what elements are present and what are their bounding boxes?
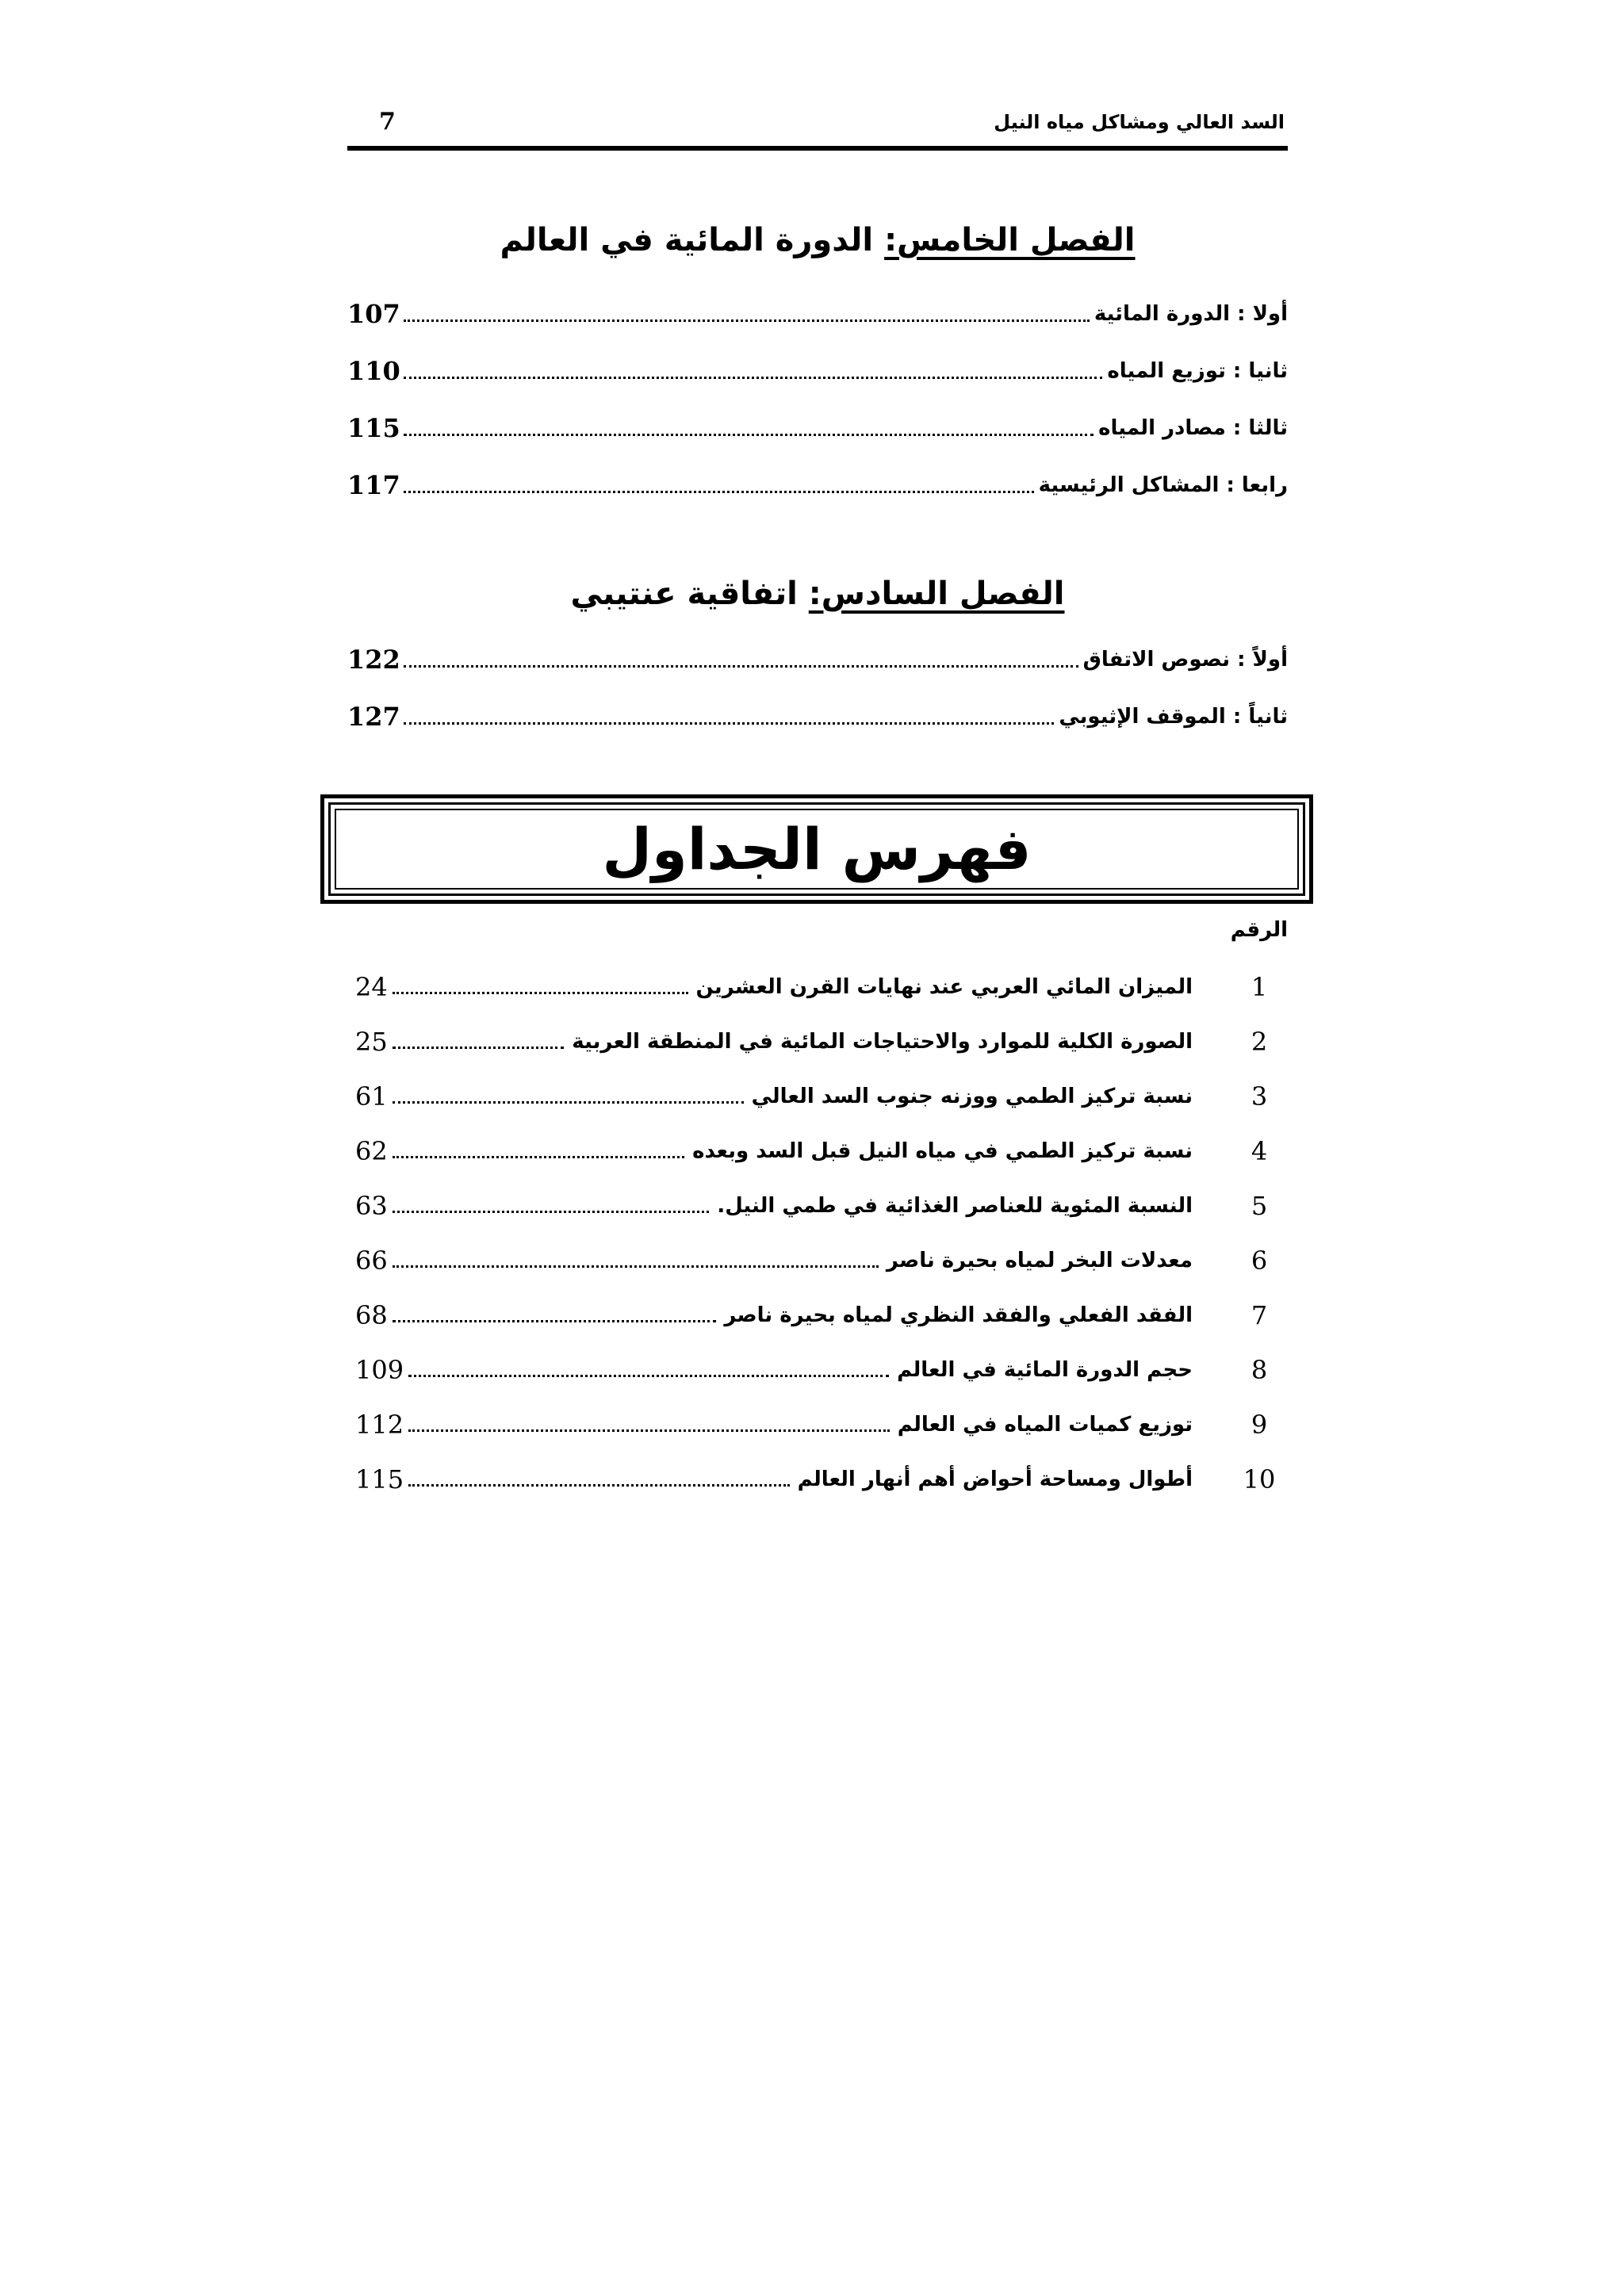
chapter-6-toc — [347, 631, 1288, 745]
dot-leader — [408, 1429, 890, 1432]
table-entry-title: نسبة تركيز الطمي في مياه النيل قبل السد وبعده — [692, 1138, 1193, 1163]
toc-entry[interactable] — [347, 342, 1288, 400]
dot-leader — [408, 1484, 790, 1487]
dot-leader — [404, 491, 1034, 493]
table-entry-number: 2 — [1251, 1026, 1268, 1057]
table-entry-page: 24 — [355, 971, 388, 1002]
chapter-6-label: الفصل السادس: — [808, 576, 1065, 612]
table-entry-title: الصورة الكلية للموارد والاحتياجات المائية في المنطقة العربية — [572, 1029, 1193, 1054]
table-entry[interactable] — [347, 1342, 1288, 1397]
table-entry-page: 66 — [355, 1245, 388, 1276]
table-entry-title: أطوال ومساحة أحواض أهم أنهار العالم — [797, 1467, 1193, 1491]
toc-entry-label: ثالثا : مصادر المياه — [1098, 416, 1288, 440]
table-entry-title: النسبة المئوية للعناصر الغذائية في طمي النيل. — [717, 1193, 1193, 1218]
table-entry[interactable] — [347, 1233, 1288, 1288]
table-entry[interactable] — [347, 1397, 1288, 1452]
page-number: 7 — [379, 108, 396, 136]
title-box-inner-frame — [328, 802, 1305, 896]
toc-entry[interactable] — [347, 285, 1288, 342]
toc-entry-label: رابعا : المشاكل الرئيسية — [1038, 473, 1288, 497]
chapter-5-heading — [347, 222, 1288, 258]
dot-leader — [393, 1320, 717, 1322]
table-entry-page: 63 — [355, 1190, 388, 1221]
table-entry-title: الميزان المائي العربي عند نهايات القرن العشرين — [695, 974, 1193, 999]
tables-index-list — [347, 959, 1288, 1506]
table-entry-page: 68 — [355, 1299, 388, 1330]
dot-leader — [393, 992, 688, 994]
table-entry-number: 6 — [1251, 1245, 1268, 1276]
toc-entry-label: أولاً : نصوص الاتفاق — [1082, 648, 1288, 672]
table-entry-number: 4 — [1251, 1135, 1268, 1166]
toc-entry-page: 117 — [347, 470, 400, 500]
dot-leader — [404, 320, 1090, 322]
table-entry-number: 7 — [1251, 1299, 1268, 1330]
table-entry-page: 115 — [355, 1464, 404, 1494]
table-entry-title: حجم الدورة المائية في العالم — [897, 1357, 1193, 1382]
table-entry[interactable] — [347, 1069, 1288, 1123]
dot-leader — [404, 377, 1103, 379]
table-entry-title: معدلات البخر لمياه بحيرة ناصر — [886, 1248, 1193, 1272]
toc-entry[interactable] — [347, 457, 1288, 514]
toc-entry[interactable] — [347, 400, 1288, 457]
dot-leader — [404, 665, 1078, 668]
table-entry-title: الفقد الفعلي والفقد النظري لمياه بحيرة ناصر — [724, 1303, 1193, 1327]
dot-leader — [408, 1375, 889, 1377]
chapter-6-title: اتفاقية عنتيبي — [570, 576, 809, 612]
table-entry-page: 109 — [355, 1354, 404, 1385]
table-entry[interactable] — [347, 1178, 1288, 1233]
toc-entry[interactable] — [347, 688, 1288, 745]
toc-entry-label: ثانياً : الموقف الإثيوبي — [1059, 705, 1288, 729]
chapter-5-title: الدورة المائية في العالم — [500, 222, 885, 258]
running-header — [347, 101, 1288, 151]
table-entry-page: 25 — [355, 1026, 388, 1057]
chapter-6-heading — [347, 576, 1288, 612]
table-entry[interactable] — [347, 1014, 1288, 1069]
dot-leader — [393, 1265, 879, 1268]
table-entry[interactable] — [347, 1288, 1288, 1342]
table-entry-number: 5 — [1251, 1190, 1268, 1221]
table-entry-title: توزيع كميات المياه في العالم — [897, 1412, 1193, 1437]
dot-leader — [404, 434, 1094, 436]
table-entry-number: 8 — [1251, 1354, 1268, 1385]
table-entry-page: 112 — [355, 1409, 404, 1440]
toc-entry-page: 122 — [347, 645, 400, 675]
tables-index-title: فهرس الجداول — [335, 809, 1299, 890]
book-title: السد العالي ومشاكل مياه النيل — [994, 111, 1285, 133]
table-entry-number: 1 — [1251, 971, 1268, 1002]
number-column-header: الرقم — [1230, 918, 1288, 942]
chapter-5-toc — [347, 285, 1288, 514]
table-entry-number: 3 — [1251, 1081, 1268, 1112]
table-entry[interactable] — [347, 959, 1288, 1014]
toc-entry[interactable] — [347, 631, 1288, 688]
toc-entry-label: أولا : الدورة المائية — [1094, 302, 1288, 326]
toc-entry-page: 107 — [347, 299, 400, 329]
toc-entry-page: 115 — [347, 413, 400, 443]
table-entry-number: 9 — [1251, 1409, 1268, 1440]
tables-index-title-box — [320, 794, 1313, 904]
dot-leader — [393, 1047, 565, 1049]
dot-leader — [393, 1211, 710, 1213]
toc-entry-label: ثانيا : توزيع المياه — [1107, 359, 1288, 383]
dot-leader — [393, 1156, 684, 1158]
table-entry-page: 61 — [355, 1081, 388, 1112]
table-entry-number: 10 — [1243, 1464, 1276, 1494]
dot-leader — [404, 722, 1055, 725]
toc-entry-page: 127 — [347, 702, 400, 732]
dot-leader — [393, 1101, 744, 1104]
toc-entry-page: 110 — [347, 356, 400, 386]
table-entry-page: 62 — [355, 1135, 388, 1166]
table-entry-title: نسبة تركيز الطمي ووزنه جنوب السد العالي — [751, 1084, 1193, 1108]
chapter-5-label: الفصل الخامس: — [884, 222, 1136, 258]
table-entry[interactable] — [347, 1123, 1288, 1178]
table-entry[interactable] — [347, 1452, 1288, 1506]
